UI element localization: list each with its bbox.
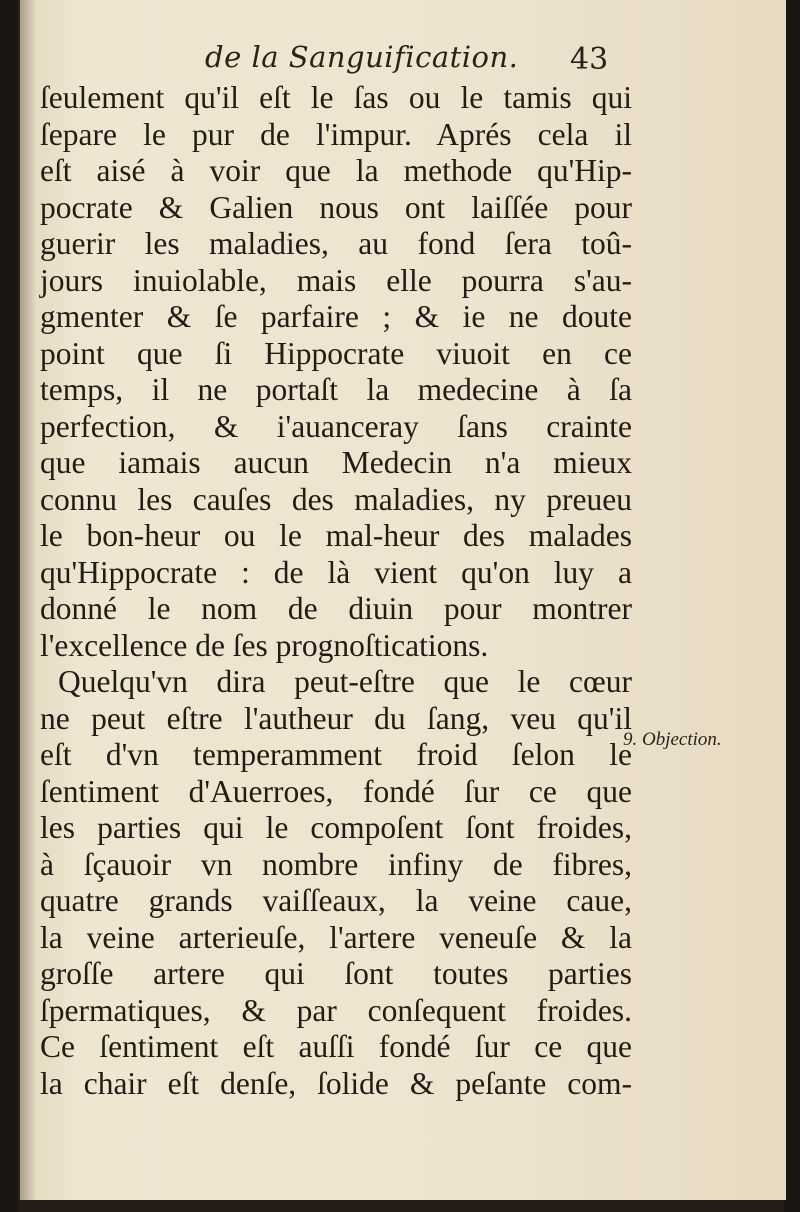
text-line: que iamais aucun Medecin n'a mieux [40, 445, 632, 480]
page-number: 43 [570, 42, 609, 77]
text-line: perfection, & i'auanceray ſans crainte [40, 408, 632, 444]
gutter-shadow [20, 0, 36, 1200]
text-line: Ce ſentiment eſt auſſi fondé ſur ce que [40, 1029, 632, 1064]
paragraph-start-line: Quelqu'vn dira peut-eſtre que le cœur [58, 664, 632, 699]
text-line: point que ſi Hippocrate viuoit en ce [40, 335, 632, 371]
text-line: les parties qui le compoſent ſont froides, [40, 810, 632, 845]
text-line: guerir les maladies, au fond ſera toû- [40, 226, 632, 261]
text-line: jours inuiolable, mais elle pourra s'au- [40, 262, 632, 298]
text-line: ſeulement qu'il eſt le ſas ou le tamis qui [40, 80, 632, 115]
text-line: groſſe artere qui ſont toutes parties [40, 956, 632, 991]
text-line: ſentiment d'Auerroes, fondé ſur ce que [40, 773, 632, 809]
text-line: eſt d'vn temperamment froid ſelon le [40, 737, 632, 772]
text-line: connu les cauſes des maladies, ny preueu [40, 481, 632, 517]
text-line: la veine arterieuſe, l'artere veneuſe & la [40, 919, 632, 955]
text-line: donné le nom de diuin pour montrer [40, 591, 632, 626]
text-line: à ſçauoir vn nombre infiny de fibres, [40, 846, 632, 882]
page-bottom-edge [18, 1200, 784, 1212]
text-line: le bon-heur ou le mal-heur des malades [40, 518, 632, 553]
text-line: la chair eſt denſe, ſolide & peſante com- [40, 1065, 632, 1101]
text-line: quatre grands vaiſſeaux, la veine caue, [40, 883, 632, 918]
text-line: temps, il ne portaſt la medecine à ſa [40, 372, 632, 407]
running-title: de la Sanguification. [205, 40, 519, 74]
text-line: gmenter & ſe parfaire ; & ie ne doute [40, 299, 632, 334]
paragraph-end-line: l'excellence de ſes prognoſtications. [40, 627, 489, 663]
text-line: qu'Hippocrate : de là vient qu'on luy a [40, 554, 632, 590]
text-line: ne peut eſtre l'autheur du ſang, veu qu'il [40, 700, 632, 736]
text-line: ſepare le pur de l'impur. Aprés cela il [40, 116, 632, 152]
text-line: ſpermatiques, & par conſequent froides. [40, 992, 632, 1028]
margin-note: 9. Objection. [623, 729, 722, 750]
text-line: eſt aisé à voir que la methode qu'Hip- [40, 153, 632, 188]
text-line: pocrate & Galien nous ont laiſſée pour [40, 189, 632, 225]
body-text [40, 80, 632, 1102]
